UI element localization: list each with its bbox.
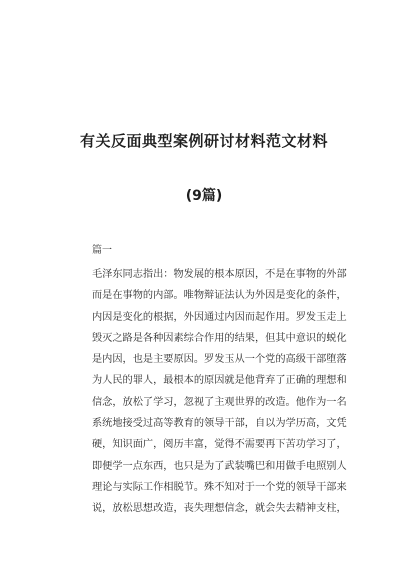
body-line: 硬，知识面广，阅历丰富，觉得不需要再下苦功学习了，	[92, 439, 347, 451]
section-label: 篇一	[92, 245, 112, 256]
body-line: 说，放松思想改造，丧失理想信念，就会失去精神支柱，	[92, 503, 347, 515]
body-line: 而是在事物的内部。唯物辩证法认为外因是变化的条件，	[92, 290, 347, 302]
body-line: 系统地接受过高等教育的领导干部，自以为学历高，文凭	[92, 418, 347, 430]
body-line: 毛泽东同志指出：物发展的根本原因，不是在事物的外部	[92, 269, 347, 280]
document-title: 有关反面典型案例研讨材料范文材料	[79, 132, 328, 150]
body-text	[92, 264, 350, 520]
body-line: 即便学一点东西，也只是为了武装嘴巴和用做手电照别人	[92, 460, 347, 472]
body-line: 为人民的罪人，最根本的原因就是他背弃了正确的理想和	[92, 375, 347, 387]
body-line: 理论与实际工作相脱节。殊不知对于一个党的领导干部来	[92, 481, 347, 493]
document-subtitle: (9篇)	[185, 188, 223, 204]
body-line: 信念，放松了学习，忽视了主观世界的改造。他作为一名	[92, 396, 347, 408]
body-line: 毁灭之路是各种因素综合作用的结果，但其中意识的蜕化	[92, 332, 347, 344]
body-line: 是内因，也是主要原因。罗发玉从一个党的高级干部堕落	[92, 354, 347, 366]
body-line: 内因是变化的根据，外因通过内因而起作用。罗发玉走上	[92, 311, 347, 323]
